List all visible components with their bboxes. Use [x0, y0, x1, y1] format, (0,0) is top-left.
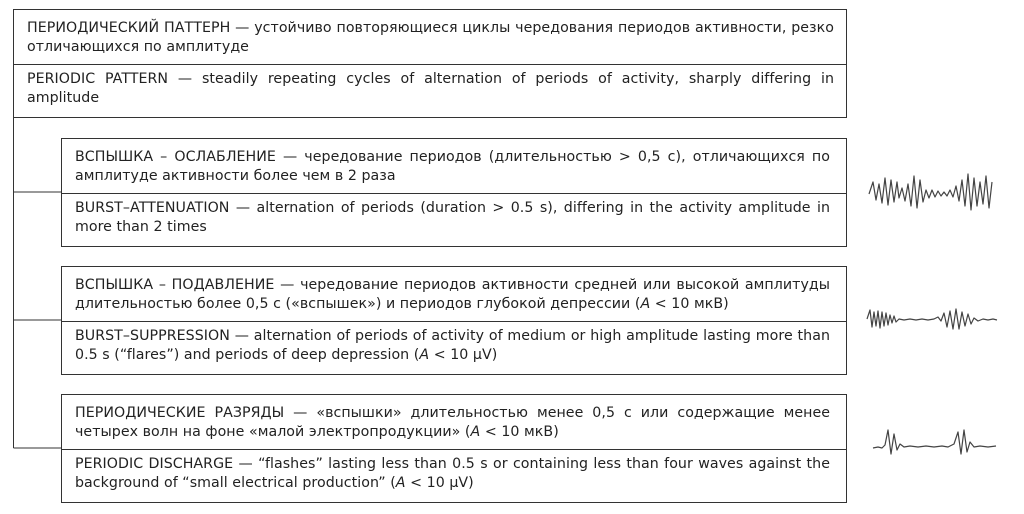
periodic-pattern-en [14, 65, 846, 118]
burst-suppression-waveform-icon [866, 303, 998, 335]
periodic-discharge-ru [62, 395, 846, 449]
periodic-discharge-en [62, 450, 846, 493]
periodic-discharge-ru-tail: < 10 мкВ) [480, 424, 559, 440]
burst-attenuation-ru-label: ВСПЫШКА – ОСЛАБЛЕНИЕ [75, 149, 276, 165]
periodic-discharge-waveform-icon [872, 424, 998, 460]
burst-attenuation-en-label: BURST–ATTENUATION [75, 200, 230, 216]
periodic-discharge-ru-text: — «вспышки» длительностью менее 0,5 с или содержащие менее четырех волн на фоне «малой электропродукции» ( [75, 405, 831, 440]
periodic-pattern-ru-text: — устойчиво повторяющиеся циклы чередования периодов активности, резко отличающихся по амплитуде [27, 20, 834, 55]
burst-suppression-en [62, 322, 846, 365]
burst-suppression-en-label: BURST–SUPPRESSION [75, 328, 230, 344]
burst-suppression-ru-tail: < 10 мкВ) [650, 296, 729, 312]
amplitude-var-en: A [395, 475, 406, 491]
periodic-pattern-box [13, 9, 847, 118]
periodic-discharge-en-label: PERIODIC DISCHARGE [75, 456, 234, 472]
amplitude-var-en: A [419, 347, 430, 363]
burst-attenuation-box [61, 138, 847, 247]
burst-suppression-ru-text: — чередование периодов активности средней или высокой амплитуды длительностью более 0,5 с («вспышек») и периодов глубокой депрессии ( [75, 277, 831, 312]
burst-attenuation-ru [62, 139, 846, 193]
burst-attenuation-ru-text: — чередование периодов (длительностью > 0,5 с), отличающихся по амплитуде активности более чем в 2 раза [75, 149, 830, 184]
periodic-discharge-en-tail: < 10 μV) [405, 475, 474, 491]
amplitude-var-ru: A [470, 424, 481, 440]
periodic-pattern-ru-label: ПЕРИОДИЧЕСКИЙ ПАТТЕРН [27, 20, 231, 36]
periodic-pattern-ru [14, 10, 846, 64]
periodic-discharge-ru-label: ПЕРИОДИЧЕСКИЕ РАЗРЯДЫ [75, 405, 285, 421]
burst-suppression-en-tail: < 10 μV) [429, 347, 498, 363]
burst-attenuation-en-text: — alternation of periods (duration > 0.5 s), differing in the activity amplitude in more than 2 times [75, 200, 830, 235]
burst-suppression-box [61, 266, 847, 375]
burst-attenuation-en [62, 194, 846, 237]
periodic-discharge-en-text: — “flashes” lasting less than 0.5 s or containing less than four waves against the background of “small electrical production” ( [75, 456, 830, 491]
burst-attenuation-waveform-icon [868, 168, 994, 218]
burst-suppression-ru-label: ВСПЫШКА – ПОДАВЛЕНИЕ [75, 277, 275, 293]
periodic-pattern-en-text: — steadily repeating cycles of alternation of periods of activity, sharply differing in amplitude [27, 71, 835, 106]
burst-suppression-en-text: — alternation of periods of activity of medium or high amplitude lasting more than 0.5 s (“flares”) and periods of deep depression ( [75, 328, 830, 363]
periodic-discharge-box [61, 394, 847, 503]
amplitude-var-ru: A [640, 296, 651, 312]
periodic-pattern-en-label: PERIODIC PATTERN [27, 71, 169, 87]
burst-suppression-ru [62, 267, 846, 321]
